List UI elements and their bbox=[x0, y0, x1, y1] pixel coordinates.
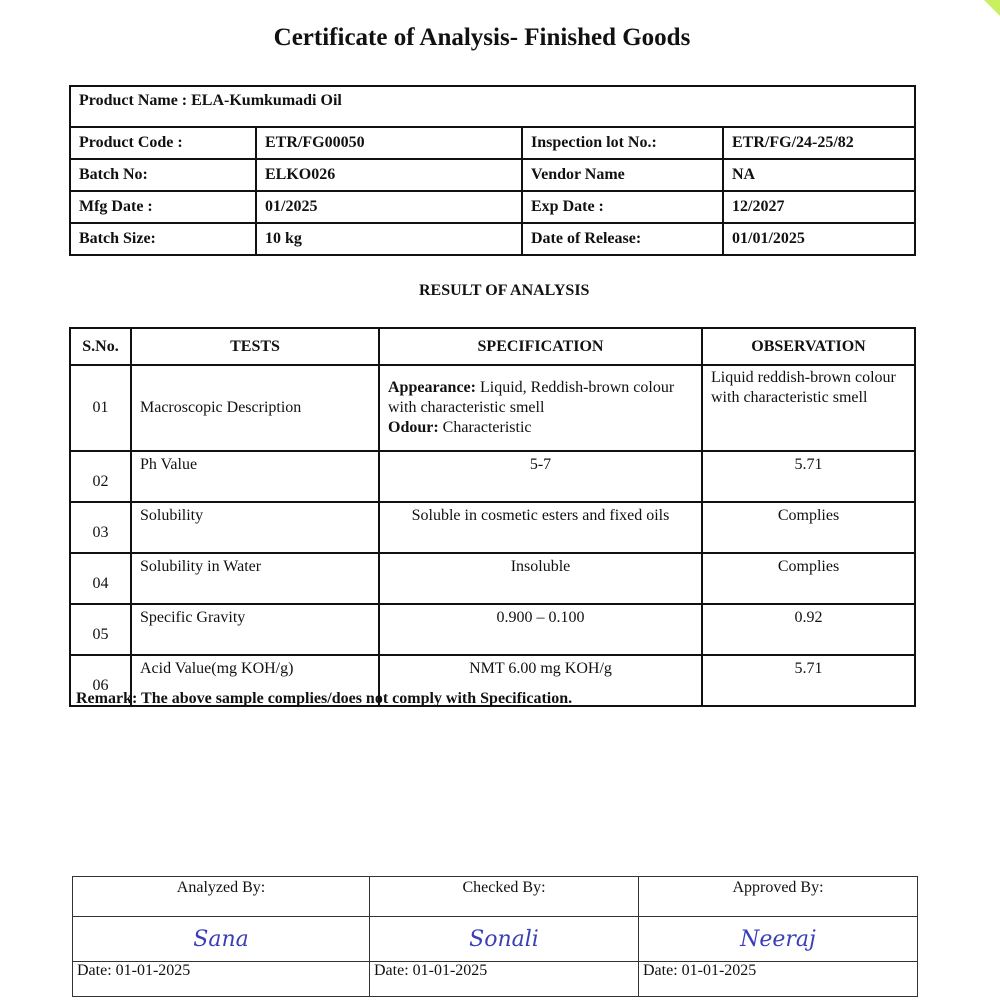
specification: 5-7 bbox=[379, 451, 702, 502]
info-label: Product Code : bbox=[70, 127, 256, 159]
test-name: Macroscopic Description bbox=[131, 365, 379, 451]
table-row bbox=[70, 604, 915, 655]
test-name: Solubility bbox=[131, 502, 379, 553]
info-label: Exp Date : bbox=[522, 191, 723, 223]
specification: Insoluble bbox=[379, 553, 702, 604]
product-info-table bbox=[69, 85, 916, 256]
product-name: Product Name : ELA-Kumkumadi Oil bbox=[70, 86, 915, 127]
analyzed-date: Date: 01-01-2025 bbox=[73, 962, 370, 997]
results-header-row bbox=[70, 328, 915, 365]
table-row bbox=[70, 502, 915, 553]
appearance-text: Liquid, Reddish-brown colour with characteristic smell bbox=[388, 379, 675, 416]
specification bbox=[379, 365, 702, 451]
info-row bbox=[70, 223, 915, 255]
info-label: Date of Release: bbox=[522, 223, 723, 255]
checked-by-label: Checked By: bbox=[370, 877, 639, 917]
serial-number-text: 05 bbox=[92, 625, 109, 643]
test-name: Ph Value bbox=[131, 451, 379, 502]
info-value: 01/2025 bbox=[256, 191, 522, 223]
serial-number-text: 06 bbox=[92, 676, 109, 694]
approved-by-label: Approved By: bbox=[639, 877, 918, 917]
analyzed-by-label: Analyzed By: bbox=[73, 877, 370, 917]
info-label: Batch Size: bbox=[70, 223, 256, 255]
specification: Soluble in cosmetic esters and fixed oils bbox=[379, 502, 702, 553]
observation: Liquid reddish-brown colour with characteristic smell bbox=[702, 365, 915, 451]
header-tests: TESTS bbox=[131, 328, 379, 365]
info-row bbox=[70, 159, 915, 191]
observation: Complies bbox=[702, 502, 915, 553]
info-row bbox=[70, 191, 915, 223]
observation: 5.71 bbox=[702, 655, 915, 706]
info-row bbox=[70, 127, 915, 159]
info-value: 10 kg bbox=[256, 223, 522, 255]
table-row bbox=[70, 451, 915, 502]
specification: NMT 6.00 mg KOH/g bbox=[379, 655, 702, 706]
results-table bbox=[69, 327, 916, 707]
remark: Remark: The above sample complies/does not comply with Specification. bbox=[76, 690, 573, 707]
observation: Complies bbox=[702, 553, 915, 604]
analyzed-by-signature bbox=[73, 917, 370, 962]
info-label: Batch No: bbox=[70, 159, 256, 191]
approved-by-signature bbox=[639, 917, 918, 962]
test-name: Acid Value(mg KOH/g) bbox=[131, 655, 379, 706]
serial-number bbox=[70, 604, 131, 655]
corner-accent bbox=[984, 0, 1000, 16]
serial-number-text: 04 bbox=[92, 574, 109, 592]
info-value: ELKO026 bbox=[256, 159, 522, 191]
signature-sana: Sana bbox=[193, 926, 249, 952]
table-row bbox=[70, 553, 915, 604]
checked-by-signature bbox=[370, 917, 639, 962]
serial-number-text: 02 bbox=[92, 472, 109, 490]
approved-date: Date: 01-01-2025 bbox=[639, 962, 918, 997]
info-label: Inspection lot No.: bbox=[522, 127, 723, 159]
date-row bbox=[73, 962, 918, 997]
serial-number-text: 03 bbox=[92, 523, 109, 541]
observation: 0.92 bbox=[702, 604, 915, 655]
info-value: 01/01/2025 bbox=[723, 223, 915, 255]
header-observation: OBSERVATION bbox=[702, 328, 915, 365]
header-sno: S.No. bbox=[70, 328, 131, 365]
observation: 5.71 bbox=[702, 451, 915, 502]
info-value: ETR/FG/24-25/82 bbox=[723, 127, 915, 159]
serial-number: 01 bbox=[70, 365, 131, 451]
test-name: Solubility in Water bbox=[131, 553, 379, 604]
specification: 0.900 – 0.100 bbox=[379, 604, 702, 655]
serial-number bbox=[70, 451, 131, 502]
page-title: Certificate of Analysis- Finished Goods bbox=[273, 24, 691, 51]
signature-row bbox=[73, 917, 918, 962]
signature-sonali: Sonali bbox=[469, 926, 539, 952]
serial-number bbox=[70, 502, 131, 553]
info-value: ETR/FG00050 bbox=[256, 127, 522, 159]
test-name: Specific Gravity bbox=[131, 604, 379, 655]
serial-number bbox=[70, 553, 131, 604]
info-label: Vendor Name bbox=[522, 159, 723, 191]
appearance-label: Appearance: bbox=[388, 379, 476, 396]
checked-date: Date: 01-01-2025 bbox=[370, 962, 639, 997]
info-value: NA bbox=[723, 159, 915, 191]
signoff-header-row bbox=[73, 877, 918, 917]
signoff-table bbox=[72, 876, 918, 997]
odour-text: Characteristic bbox=[438, 419, 532, 436]
header-specification: SPECIFICATION bbox=[379, 328, 702, 365]
signature-neeraj: Neeraj bbox=[740, 926, 816, 952]
section-title: RESULT OF ANALYSIS bbox=[419, 282, 590, 299]
odour-label: Odour: bbox=[388, 419, 439, 436]
info-label: Mfg Date : bbox=[70, 191, 256, 223]
info-value: 12/2027 bbox=[723, 191, 915, 223]
table-row bbox=[70, 365, 915, 451]
